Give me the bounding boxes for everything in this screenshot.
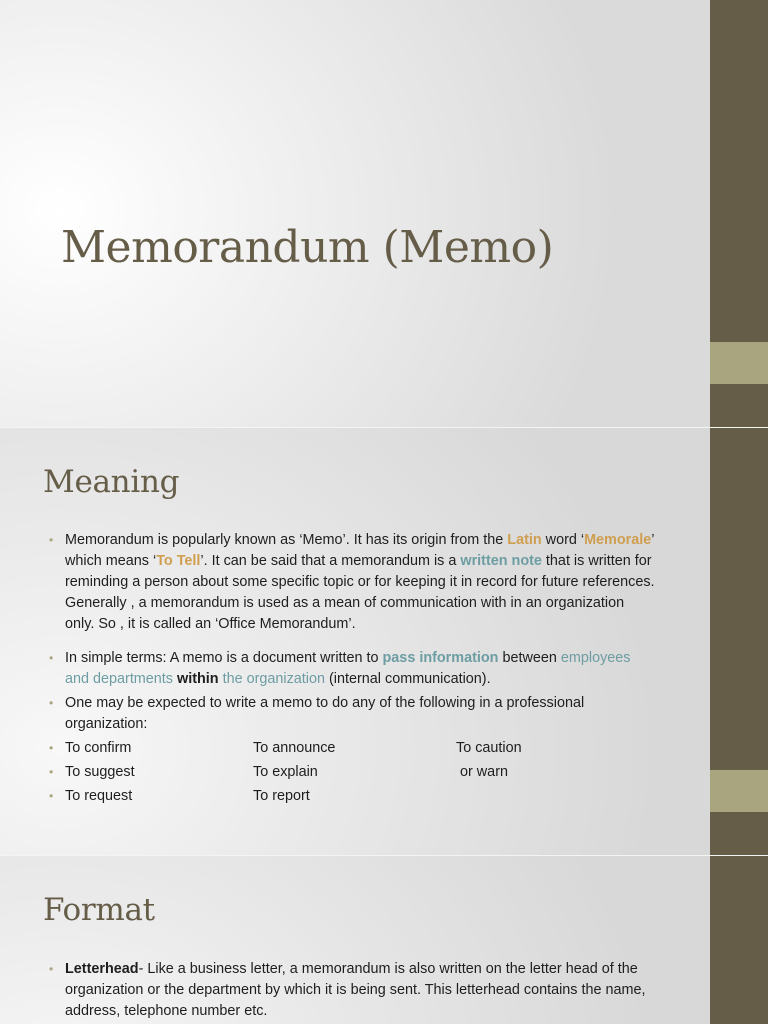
slide-sidebar-band [710, 856, 768, 1024]
list-item [45, 693, 657, 735]
text-run: between [498, 650, 561, 666]
text-run: Memorandum is popularly known as ‘Memo’. It has its origin from the [65, 532, 508, 548]
text-run: that is written for reminding a person about some specific topic or for keeping it in record for future references. Generally , a memorandum is used as a mean of communication with in an organization only. So , it is called an ‘Office Memorandum’. [65, 553, 655, 632]
highlight-employees: employees and departments [65, 650, 631, 687]
sidebar-accent-block [710, 342, 768, 384]
highlight-organization: the organization [222, 671, 326, 687]
section-heading-format: Format [43, 892, 155, 928]
slide-title [0, 0, 768, 427]
purpose-item: To explain [253, 764, 318, 780]
text-run: ’. It can be said that a memorandum is a [200, 553, 461, 569]
purpose-row [45, 738, 657, 759]
purpose-item: To announce [253, 740, 336, 756]
highlight-latin: Latin [507, 532, 542, 548]
purpose-item: To confirm [65, 740, 132, 756]
text-run: ’ which means ‘ [65, 532, 654, 569]
section-heading-meaning: Meaning [43, 464, 180, 500]
purpose-row [45, 786, 657, 807]
term-letterhead: Letterhead [65, 961, 139, 977]
list-item [45, 648, 657, 690]
text-run: - Like a business letter, a memorandum is also written on the letter head of the organization or the department by which it is being sent. This letterhead contains the name, address, telephone number etc. [65, 961, 646, 1019]
slide-format [0, 856, 768, 1024]
highlight-pass-information: pass information [382, 650, 499, 666]
meaning-bullet-list [45, 530, 657, 810]
page-title: Memorandum (Memo) [61, 222, 554, 273]
format-bullet-list [45, 959, 657, 1024]
slide-meaning [0, 428, 768, 855]
list-item [45, 530, 657, 635]
sidebar-accent-block [710, 770, 768, 812]
purpose-item: To request [65, 788, 133, 804]
purpose-item: To report [253, 788, 310, 804]
text-run: word ‘ [541, 532, 585, 548]
highlight-within: within [177, 671, 219, 687]
slide-sidebar-band [710, 0, 768, 427]
slide-sidebar-band [710, 428, 768, 855]
highlight-written-note: written note [460, 553, 542, 569]
purpose-row [45, 762, 657, 783]
text-run: One may be expected to write a memo to do any of the following in a professional organization: [65, 695, 585, 732]
purpose-item: To caution [456, 740, 522, 756]
highlight-memorale: Memorale [584, 532, 652, 548]
list-item [45, 959, 657, 1022]
text-run: (internal communication). [325, 671, 491, 687]
purpose-item: To suggest [65, 764, 135, 780]
highlight-to-tell: To Tell [156, 553, 201, 569]
text-run: In simple terms: A memo is a document written to [65, 650, 383, 666]
purpose-item: or warn [456, 764, 508, 780]
